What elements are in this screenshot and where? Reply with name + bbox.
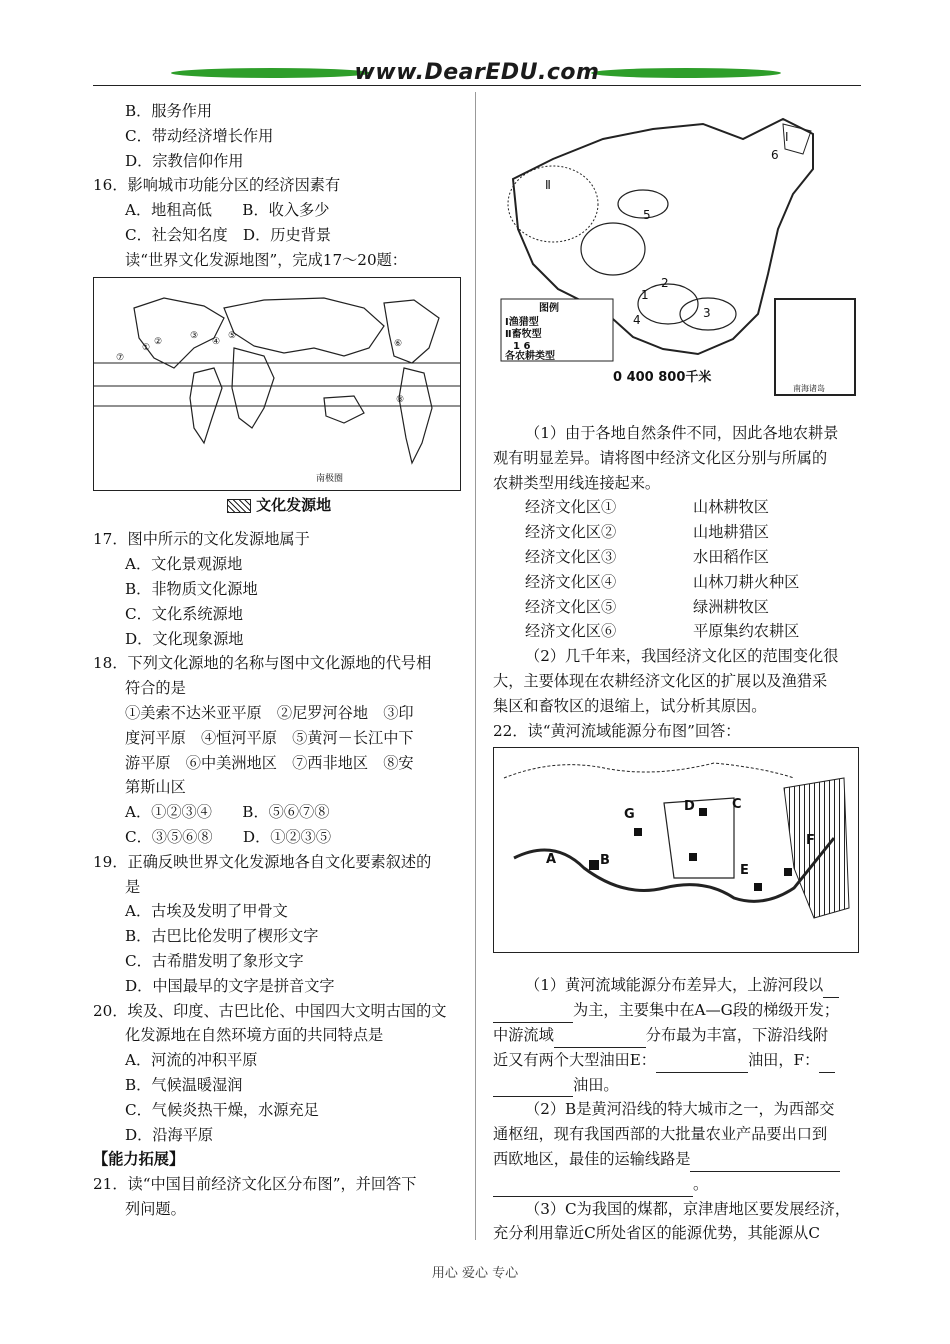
answer-blank[interactable]: [493, 1080, 573, 1097]
china-legend-title: 图例: [539, 303, 559, 314]
q18-body-2: 度河平原 ④恒河平原 ⑤黄河－长江中下: [125, 728, 414, 747]
match-row-6: 经济文化区⑥ 平原集约农耕区: [525, 622, 800, 641]
culture-site-label-2: ②: [154, 336, 163, 347]
q18-options-row1: A．①②③④ B．⑤⑥⑦⑧: [125, 803, 330, 822]
q20-option-c: C．气候炎热干燥，水源充足: [125, 1100, 319, 1119]
china-region-label-1: 1: [641, 288, 649, 302]
q18-stem-2: 符合的是: [125, 679, 186, 698]
q18-body-1: ①美索不达米亚平原 ②尼罗河谷地 ③印: [125, 703, 414, 722]
q20-option-b: B．气候温暖湿润: [125, 1075, 243, 1094]
column-divider: [475, 92, 476, 1240]
q21-part2-line1: （2）几千年来，我国经济文化区的范围变化很: [525, 647, 839, 666]
match-row-5: 经济文化区⑤ 绿洲耕牧区: [525, 597, 769, 616]
q22-part2-line1: （2）B是黄河沿线的特大城市之一，为西部交: [525, 1100, 835, 1119]
q18-body-4: 第斯山区: [125, 778, 186, 797]
q22-part1-line1: （1）黄河流域能源分布差异大，上游河段以: [493, 973, 861, 998]
q15-option-b: B．服务作用: [125, 102, 213, 120]
yellow-map-label-a: A: [546, 852, 557, 868]
legend-label: 文化发源地: [256, 495, 332, 514]
q17-option-c: C．文化系统源地: [125, 604, 243, 623]
q16-options-row2: C．社会知名度 D．历史背景: [125, 225, 332, 244]
q22-part1-line5: 油田。: [493, 1073, 861, 1098]
q22-part1-line4: 近又有两个大型油田E： 油田，F：: [493, 1048, 861, 1073]
q22-part3-line1: （3）C为我国的煤都，京津唐地区要发展经济，: [525, 1199, 851, 1218]
yellow-map-label-d: D: [684, 799, 695, 815]
q19-stem-2: 是: [125, 877, 141, 896]
left-column: [93, 99, 465, 1222]
world-culture-map: [93, 277, 461, 491]
answer-blank[interactable]: [690, 1155, 840, 1172]
q22-part1-line2: 为主，主要集中在A—G段的梯级开发；: [493, 998, 861, 1023]
match-row-3: 经济文化区③ 水田稻作区: [525, 547, 769, 566]
q20-option-d: D．沿海平原: [125, 1125, 214, 1144]
yellow-map-label-c: C: [732, 797, 742, 813]
china-region-label-2: 2: [661, 276, 669, 290]
china-legend-item-4: 各农耕类型: [505, 351, 555, 362]
answer-blank[interactable]: [819, 1056, 835, 1073]
right-column: [493, 99, 861, 1246]
q18-stem-1: 18．下列文化源地的名称与图中文化源地的代号相: [93, 654, 432, 673]
china-legend-item-1: Ⅰ渔猎型: [505, 317, 539, 328]
yellow-map-label-f: F: [806, 833, 815, 849]
page-footer: 用心 爱心 专心: [431, 1266, 519, 1281]
q21-part2-line3: 集区和畜牧区的退缩上，试分析其原因。: [493, 696, 767, 715]
map-intro: 读“世界文化发源地图”，完成17～20题：: [125, 250, 407, 269]
q22-part1-line3: 中游流域 分布最为丰富，下游沿线附: [493, 1023, 861, 1048]
china-region-label-I: Ⅰ: [785, 130, 789, 144]
q17-option-a: A．文化景观源地: [125, 555, 243, 574]
q20-option-a: A．河流的冲积平原: [125, 1051, 258, 1070]
q22-stem: 22．读“黄河流域能源分布图”回答：: [493, 721, 741, 740]
q16-stem: 16．影响城市功能分区的经济因素有: [93, 176, 341, 195]
china-region-label-3: 3: [703, 306, 711, 320]
site-logo-text: www.DearEDU.com: [354, 60, 600, 85]
china-region-label-II: Ⅱ: [545, 178, 551, 192]
yellow-map-label-e: E: [740, 863, 749, 879]
q16-options-row1: A．地租高低 B．收入多少: [125, 201, 330, 220]
china-economic-culture-map: [493, 99, 859, 399]
answer-blank[interactable]: [554, 1031, 646, 1048]
culture-site-label-8: ⑧: [396, 394, 405, 405]
page-header: [93, 58, 861, 90]
q19-option-a: A．古埃及发明了甲骨文: [125, 902, 288, 921]
answer-blank[interactable]: [823, 981, 839, 998]
hatch-swatch-icon: [227, 499, 251, 513]
china-region-label-4: 4: [633, 313, 641, 327]
q21-stem-2: 列问题。: [125, 1199, 186, 1218]
q19-stem-1: 19．正确反映世界文化发源地各自文化要素叙述的: [93, 852, 432, 871]
q22-part2-line3: 西欧地区，最佳的运输线路是: [493, 1147, 861, 1172]
q20-stem-2: 化发源地在自然环境方面的共同特点是: [125, 1026, 384, 1045]
q17-option-d: D．文化现象源地: [125, 629, 244, 648]
answer-blank[interactable]: [656, 1056, 748, 1073]
culture-site-label-5: ⑤: [228, 330, 237, 341]
match-row-2: 经济文化区② 山地耕猎区: [525, 523, 769, 542]
q22-part2-line4: 。: [493, 1172, 861, 1197]
answer-blank[interactable]: [493, 1006, 573, 1023]
yellow-river-energy-map: [493, 747, 859, 953]
culture-site-label-7: ⑦: [116, 352, 125, 363]
q18-options-row2: C．③⑤⑥⑧ D．①②③⑤: [125, 827, 332, 846]
header-rule: [93, 85, 861, 86]
culture-site-label-1: ①: [142, 342, 151, 353]
yellow-map-label-b: B: [600, 853, 610, 869]
culture-site-label-3: ③: [190, 330, 199, 341]
south-sea-islands-label: 南海诸岛: [793, 384, 825, 393]
q19-option-b: B．古巴比伦发明了楔形文字: [125, 927, 319, 946]
yellow-map-label-g: G: [624, 807, 635, 823]
q21-stem-1: 21．读“中国目前经济文化区分布图”，并回答下: [93, 1175, 417, 1194]
q17-stem: 17．图中所示的文化发源地属于: [93, 530, 310, 549]
q21-part1-line2: 观有明显差异。请将图中经济文化区分别与所属的: [493, 448, 828, 467]
world-map-legend: [93, 493, 465, 518]
q18-body-3: 游平原 ⑥中美洲地区 ⑦西非地区 ⑧安: [125, 753, 414, 772]
section-heading: 【能力拓展】: [93, 1150, 185, 1169]
china-region-label-6: 6: [771, 148, 779, 162]
culture-site-label-6: ⑥: [394, 338, 403, 349]
china-map-scale: 0 400 800千米: [613, 370, 712, 385]
q19-option-d: D．中国最早的文字是拼音文字: [125, 976, 335, 995]
q15-option-c: C．带动经济增长作用: [125, 126, 274, 145]
china-region-label-5: 5: [643, 208, 651, 222]
q20-stem-1: 20．埃及、印度、古巴比伦、中国四大文明古国的文: [93, 1001, 447, 1020]
china-legend-item-3: 1 6: [513, 341, 531, 352]
culture-site-label-4: ④: [212, 336, 221, 347]
q22-part2-line2: 通枢纽，现有我国西部的大批量农业产品要出口到: [493, 1125, 828, 1144]
match-row-4: 经济文化区④ 山林刀耕火种区: [525, 572, 800, 591]
match-row-1: 经济文化区① 山林耕牧区: [525, 498, 769, 517]
q17-option-b: B．非物质文化源地: [125, 579, 258, 598]
q21-part2-line2: 大，主要体现在农耕经济文化区的扩展以及渔猎采: [493, 671, 828, 690]
q22-part3-line2: 充分利用靠近C所处省区的能源优势，其能源从C: [493, 1224, 820, 1243]
q21-part1-line3: 农耕类型用线连接起来。: [493, 473, 661, 492]
answer-blank[interactable]: [493, 1180, 693, 1197]
china-legend-item-2: Ⅱ畜牧型: [505, 329, 542, 340]
q15-option-d: D．宗教信仰作用: [125, 151, 244, 170]
q21-part1-line1: （1）由于各地自然条件不同，因此各地农耕景: [525, 424, 839, 442]
q19-option-c: C．古希腊发明了象形文字: [125, 951, 304, 970]
antarctic-circle-label: 南极圈: [316, 473, 344, 484]
